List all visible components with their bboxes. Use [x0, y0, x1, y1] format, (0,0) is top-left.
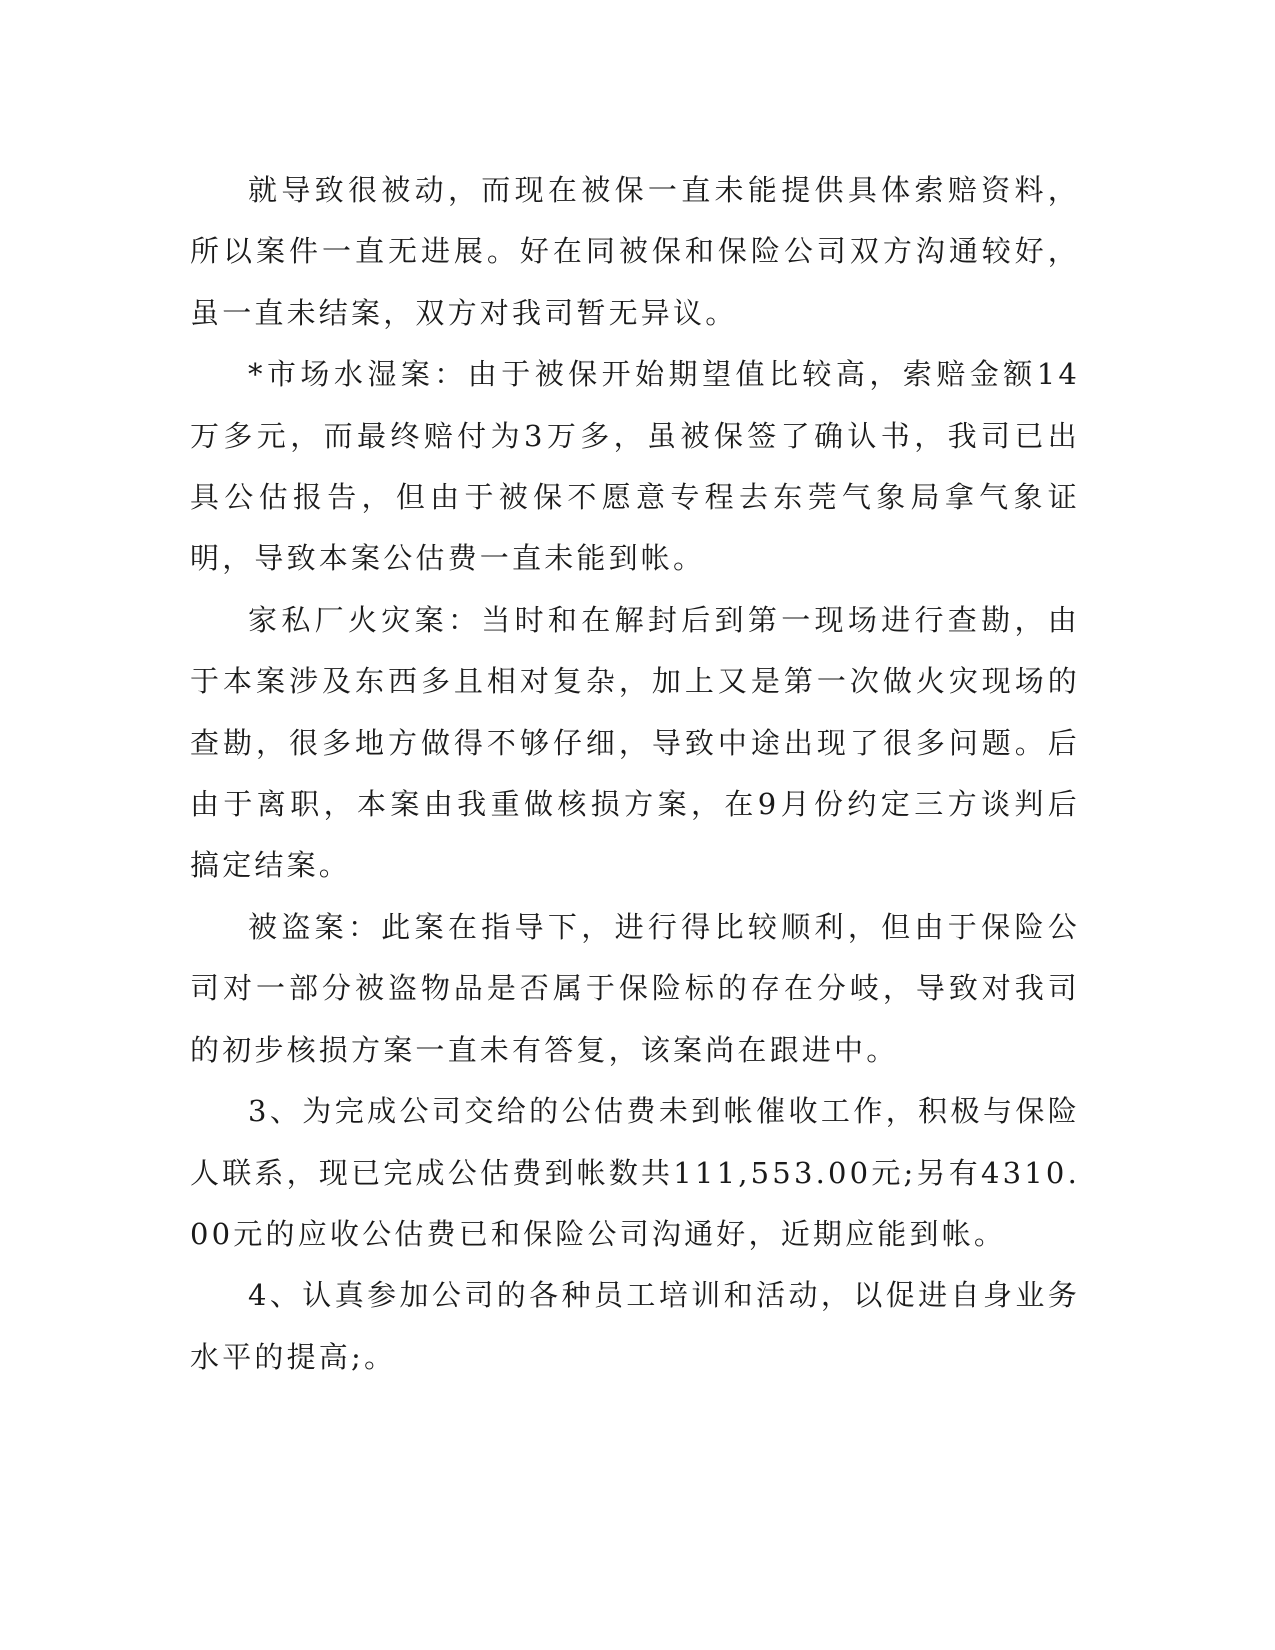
paragraph-continued-case: 就导致很被动，而现在被保一直未能提供具体索赔资料，所以案件一直无进展。好在同被保和保险公司双方沟通较好，虽一直未结案，双方对我司暂无异议。 [190, 173, 1080, 330]
paragraph-training: 4、认真参加公司的各种员工培训和活动，以促进自身业务水平的提高;。 [190, 1278, 1080, 1374]
paragraph-theft-case: 被盗案：此案在指导下，进行得比较顺利，但由于保险公司对一部分被盗物品是否属于保险标的存在分岐，导致对我司的初步核损方案一直未有答复，该案尚在跟进中。 [190, 909, 1080, 1067]
paragraph-furniture-fire-case: 家私厂火灾案：当时和在解封后到第一现场进行查勘，由于本案涉及东西多且相对复杂，加上又是第一次做火灾现场的查勘，很多地方做得不够仔细，导致中途出现了很多问题。后由于离职，本案由我重做核损方案，在9月份约定三方谈判后搞定结案。 [190, 602, 1080, 883]
document-body [190, 160, 1080, 1388]
paragraph-fee-collection: 3、为完成公司交给的公估费未到帐催收工作，积极与保险人联系，现已完成公估费到帐数共111,553.00元;另有4310.00元的应收公估费已和保险公司沟通好，近期应能到帐。 [190, 1094, 1080, 1251]
paragraph-water-damage-case: *市场水湿案：由于被保开始期望值比较高，索赔金额14万多元，而最终赔付为3万多，虽被保签了确认书，我司已出具公估报告，但由于被保不愿意专程去东莞气象局拿气象证明，导致本案公估费一直未能到帐。 [190, 357, 1080, 576]
